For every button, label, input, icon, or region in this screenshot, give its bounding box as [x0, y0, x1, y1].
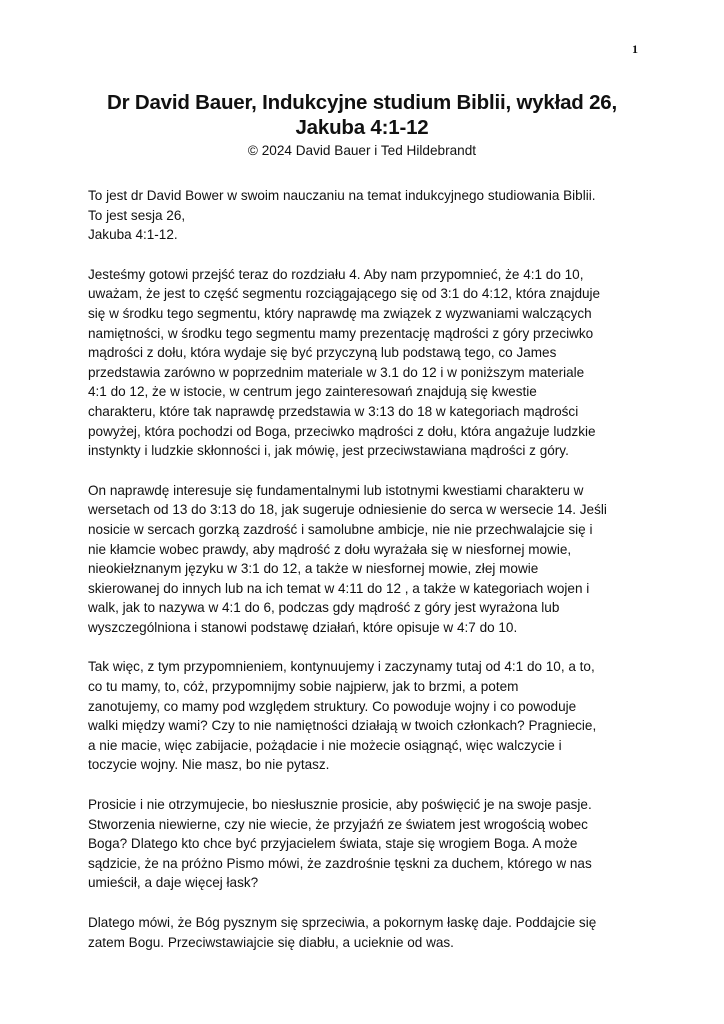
- paragraph-line: Stworzenia niewierne, czy nie wiecie, że przyjaźń ze światem jest wrogością wobec: [88, 816, 588, 832]
- paragraph-line: się w środku tego segmentu, który naprawdę ma związek z wyzwaniami walczących: [88, 305, 592, 321]
- paragraph-line: mądrości z dołu, która wydaje się być przyczyną lub podstawą tego, co James: [88, 345, 557, 361]
- paragraph-line: nosicie w sercach gorzką zazdrość i samolubne ambicje, nie nie przechwalajcie się i: [88, 521, 593, 537]
- paragraph-line: powyżej, która pochodzi od Boga, przeciwko mądrości z dołu, która angażuje ludzkie: [88, 423, 596, 439]
- paragraph-line: charakteru, które tak naprawdę przedstawia w 3:13 do 18 w kategoriach mądrości: [88, 403, 579, 419]
- paragraph-line: wersetach od 13 do 3:13 do 18, jak sugeruje odniesienie do serca w wersecie 14. Jeśli: [88, 502, 607, 518]
- paragraph-line: nieokiełznanym języku w 3:1 do 12, a także w niesfornej mowie, złej mowie: [88, 561, 539, 577]
- paragraph-line: zanotujemy, co mamy pod względem struktury. Co powoduje wojny i co powoduje: [88, 698, 577, 714]
- paragraph-line: To jest sesja 26,: [88, 207, 186, 223]
- document-title: [60, 90, 664, 140]
- paragraph-line: On naprawdę interesuje się fundamentalnymi lub istotnymi kwestiami charakteru w: [88, 482, 584, 498]
- paragraph-line: Dlatego mówi, że Bóg pysznym się sprzeciwia, a pokornym łaskę daje. Poddajcie się: [88, 915, 597, 930]
- paragraph-line: Tak więc, z tym przypomnieniem, kontynuujemy i zaczynamy tutaj od 4:1 do 10, a to,: [88, 659, 595, 675]
- paragraph-line: a nie macie, więc zabijacie, pożądacie i nie możecie osiągnąć, więc walczycie i: [88, 737, 562, 753]
- paragraph-line: Boga? Dlatego kto chce być przyjacielem świata, staje się wrogiem Boga. A może: [88, 836, 578, 852]
- paragraph-line: umieścił, a daje więcej łask?: [88, 875, 259, 891]
- paragraph-line: sądzicie, że na próżno Pismo mówi, że zazdrośnie tęskni za duchem, którego w nas: [88, 855, 592, 871]
- paragraph: [88, 481, 648, 638]
- paragraph-line: instynkty i ludzkie skłonności i, jak mówię, jest przeciwstawiana mądrości z góry.: [88, 443, 569, 459]
- paragraph: [88, 265, 648, 461]
- paragraph-line: nie kłamcie wobec prawdy, aby mądrość z dołu wyrażała się w niesfornej mowie,: [88, 541, 572, 557]
- page-number: 1: [632, 42, 638, 56]
- paragraph: [88, 913, 648, 952]
- paragraph-line: Jesteśmy gotowi przejść teraz do rozdziału 4. Aby nam przypomnieć, że 4:1 do 10,: [88, 266, 584, 282]
- paragraph-line: toczycie wojny. Nie masz, bo nie pytasz.: [88, 757, 330, 773]
- paragraph-line: wyszczególniona i stanowi podstawę działań, które opisuje w 4:7 do 10.: [88, 619, 518, 635]
- paragraph-line: walk, jak to nazywa w 4:1 do 6, podczas gdy mądrość z góry jest wyrażona lub: [88, 600, 560, 616]
- paragraph-line: 4:1 do 12, że w istocie, w centrum jego zainteresowań znajdują się kwestie: [88, 384, 537, 400]
- paragraph: [88, 657, 648, 775]
- paragraph-line: Prosicie i nie otrzymujecie, bo niesłusznie prosicie, aby poświęcić je na swoje pasje.: [88, 797, 592, 813]
- paragraph-line: namiętności, w środku tego segmentu mamy prezentację mądrości z góry przeciwko: [88, 325, 594, 341]
- title-line-1: Dr David Bauer, Indukcyjne studium Biblii, wykład 26,: [106, 91, 618, 114]
- paragraph-line: Jakuba 4:1-12.: [88, 227, 178, 243]
- paragraph-line: co tu mamy, to, cóż, przypomnijmy sobie najpierw, jak to brzmi, a potem: [88, 679, 519, 695]
- paragraph-line: walki między wami? Czy to nie namiętności działają w twoich członkach? Pragniecie,: [88, 718, 597, 734]
- paragraph-line: zatem Bogu. Przeciwstawiajcie się diabłu, a ucieknie od was.: [88, 934, 454, 950]
- copyright-notice: © 2024 David Bauer i Ted Hildebrandt: [247, 143, 477, 158]
- paragraph: [88, 186, 648, 245]
- paragraph-line: uważam, że jest to część segmentu rozciągającego się od 3:1 do 4:12, która znajduje: [88, 286, 601, 302]
- paragraph-line: To jest dr David Bower w swoim nauczaniu na temat indukcyjnego studiowania Biblii.: [88, 188, 596, 203]
- document-body: [88, 186, 648, 972]
- paragraph-line: przedstawia zarówno w poprzednim materiale w 3.1 do 12 i w poniższym materiale: [88, 364, 585, 380]
- paragraph: [88, 795, 648, 893]
- document-header: [60, 90, 664, 161]
- paragraph-line: skierowanej do innych lub na ich temat w 4:11 do 12 , a także w kategoriach wojen i: [88, 580, 590, 596]
- title-line-2: Jakuba 4:1-12: [295, 116, 429, 139]
